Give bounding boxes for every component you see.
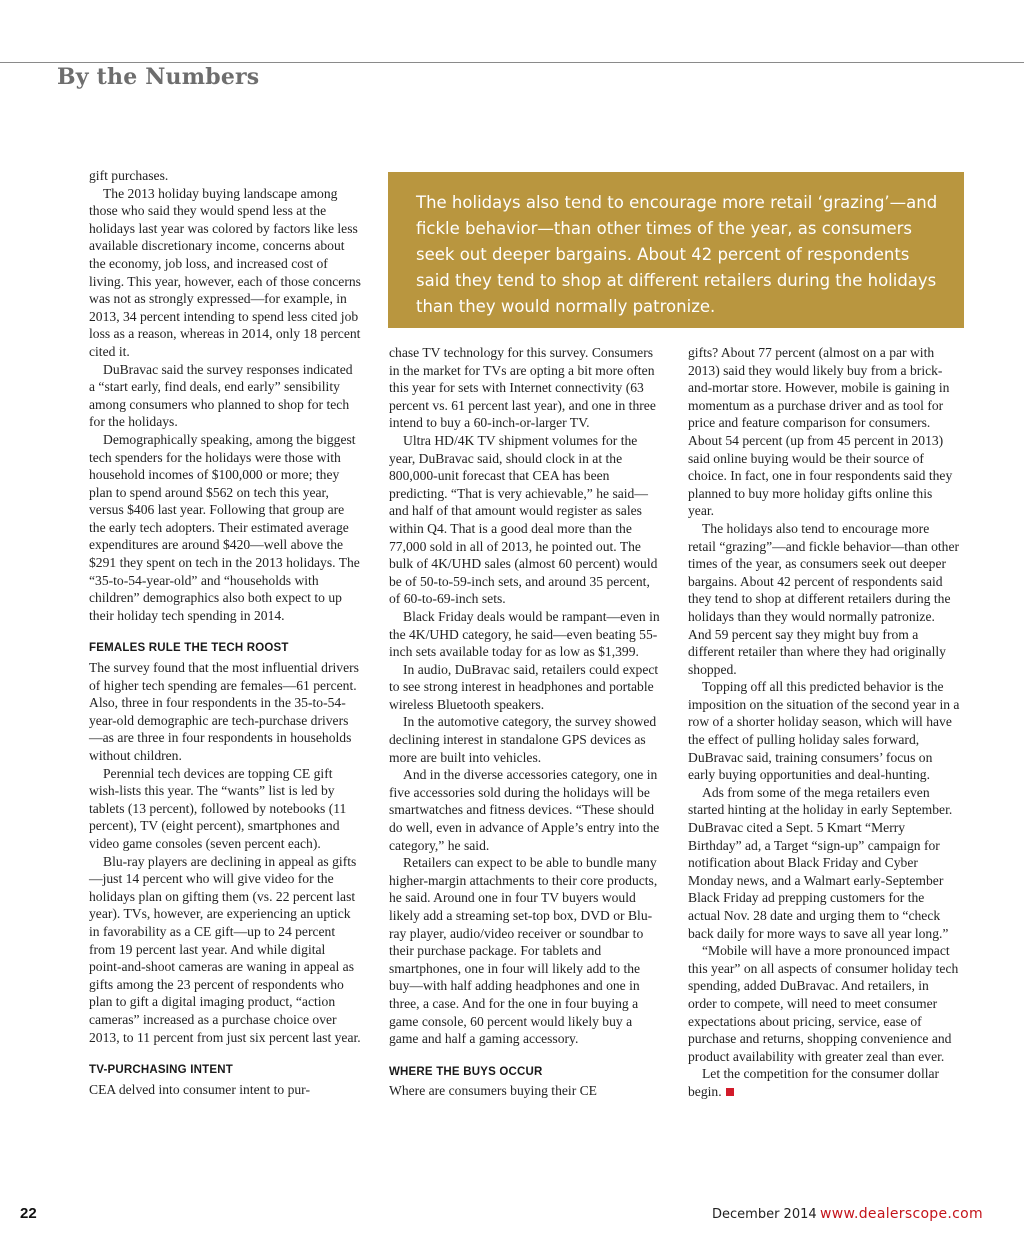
paragraph: chase TV technology for this survey. Consumers in the market for TVs are opting a bit more often this year for sets with Internet connectivity (63 percent vs. 61 percent last year), and one in three intend to buy a 60-inch-or-larger TV. (389, 345, 656, 431)
paragraph: In audio, DuBravac said, retailers could expect to see strong interest in headphones and portable wireless Bluetooth speakers. (389, 661, 659, 712)
paragraph: And in the diverse accessories category, one in five accessories sold during the holidays will be smartwatches and fitness devices. “These should do well, even in advance of Apple’s entry into the category,” he said. (389, 767, 660, 853)
paragraph: Black Friday deals would be rampant—even in the 4K/UHD category, he said—even beating 55-inch sets available today for as low as $1,399. (389, 608, 660, 660)
subheading: WHERE THE BUYS OCCUR (389, 1065, 543, 1078)
header-rule (0, 62, 1024, 63)
paragraph: Where are consumers buying their CE (389, 1083, 597, 1099)
paragraph: The survey found that the most influential drivers of higher tech spending are females—61 percent. Also, three in four respondents in the 35-to-54-year-old demographic are tech-purchase drivers—as are three in four respondents in households without children. (89, 660, 359, 763)
paragraph: CEA delved into consumer intent to pur- (89, 1081, 310, 1097)
paragraph: Ultra HD/4K TV shipment volumes for the year, DuBravac said, should clock in at the 800,000-unit forecast that CEA has been predicting. “That is very achievable,” he said—and half of that amount would register as sales within Q4. That is a good deal more than the 77,000 sold in all of 2013, he pointed out. The bulk of 4K/UHD sales (almost 60 percent) would be of 50-to-59-inch sets, and around 35 percent, of 60-to-69-inch sets. (389, 432, 658, 607)
paragraph: “Mobile will have a more pronounced impact this year” on all aspects of consumer holiday tech spending, added DuBravac. And retailers, in order to compete, will need to meet consumer expectations about pricing, service, ease of purchase and returns, shopping convenience and product availability with greater zeal than ever. (688, 943, 959, 1064)
paragraph: In the automotive category, the survey showed declining interest in standalone GPS devices as more are built into vehicles. (389, 714, 657, 765)
paragraph: Demographically speaking, among the biggest tech spenders for the holidays were those with household incomes of $100,000 or more; they plan to spend around $562 on tech this year, versus $406 last year. Following that group are the early tech adopters. Their estimated average expenditures are around $420—well above the $291 they spent on tech in the 2013 holidays. The “35-to-54-year-old” and “households with children” demographics also both expect to up their holiday tech spending in 2014. (89, 431, 360, 623)
article-column-1 (89, 167, 361, 1098)
section-title: By the Numbers (57, 64, 260, 90)
end-mark-icon (726, 1088, 734, 1096)
paragraph: Topping off all this predicted behavior is the imposition on the situation of the second year in a row of a shorter holiday season, which will have the effect of pulling holiday sales forward, DuBravac said, training consumers’ focus on early buying opportunities and deal-hunting. (688, 679, 960, 783)
paragraph: Ads from some of the mega retailers even started hinting at the holiday in early September. DuBravac cited a Sept. 5 Kmart “Merry Birthday” ad, a Target “sign-up” campaign for notification about Black Friday and Cyber Monday news, and a Walmart early-September Black Friday ad prepping customers for the actual Nov. 28 date and urging them to “check back daily for more ways to save all year long.” (688, 784, 953, 941)
paragraph-final (688, 1065, 960, 1100)
paragraph: DuBravac said the survey responses indicated a “start early, find deals, end early” sensibility among consumers who planned to shop for tech for the holidays. (89, 361, 353, 430)
subheading: FEMALES RULE THE TECH ROOST (89, 642, 289, 655)
paragraph: Perennial tech devices are topping CE gift wish-lists this year. The “wants” list is led by tablets (13 percent), followed by notebooks (11 percent), TV (eight percent), smartphones and video game consoles (seven percent each). (89, 765, 347, 851)
paragraph: The 2013 holiday buying landscape among those who said they would spend less at the holidays last year was colored by factors like less available discretionary income, concerns about the economy, job loss, and increased cost of living. This year, however, each of those concerns was not as strongly expressed—for example, in 2013, 34 percent intending to spend less cited job loss as a reason, whereas in 2014, only 18 percent cited it. (89, 185, 361, 359)
paragraph: Blu-ray players are declining in appeal as gifts—just 14 percent who will give video for the holidays plan on gifting them (vs. 22 percent last year). TVs, however, are experiencing an uptick in favorability as a CE gift—up to 24 percent from 19 percent last year. And while digital point-and-shoot cameras are waning in appeal as gifts among the 23 percent of respondents who plan to gift a digital imaging product, “action cameras” increased as a purchase choice over 2013, to 11 percent from just six percent last year. (89, 853, 361, 1045)
article-column-3 (688, 344, 960, 1101)
paragraph: gift purchases. (89, 168, 169, 183)
issue-date: December 2014 (712, 1207, 817, 1222)
paragraph: gifts? About 77 percent (almost on a par with 2013) said they would likely buy from a brick-and-mortar store. However, mobile is gaining in momentum as a purchase driver and as tool for price and feature comparison for consumers. About 54 percent (up from 45 percent in 2013) said online buying would be their source of choice. In fact, one in four respondents said they planned to buy more holiday gifts online this year. (688, 345, 953, 519)
website-link[interactable]: www.dealerscope.com (820, 1206, 983, 1222)
article-column-2 (389, 344, 661, 1100)
subheading: TV-PURCHASING INTENT (89, 1064, 233, 1077)
page-number: 22 (20, 1205, 37, 1222)
pull-quote: The holidays also tend to encourage more retail ‘grazing’—and fickle behavior—than other times of the year, as consumers seek out deeper bargains. About 42 percent of respondents said they tend to shop at different retailers during the holidays than they would normally patronize. (388, 172, 964, 328)
paragraph: Retailers can expect to be able to bundle many higher-margin attachments to their core products, he said. Around one in four TV buyers would likely add a streaming set-top box, DVD or Blu-ray player, audio/video receiver or soundbar to their purchase package. For tablets and smartphones, one in four will likely add to the buy—with half adding headphones and one in three, a case. And for the one in four buying a game console, 60 percent would likely buy a game and half a gaming accessory. (389, 855, 658, 1047)
paragraph-text: Let the competition for the consumer dollar begin. (688, 1066, 940, 1099)
paragraph: The holidays also tend to encourage more retail “grazing”—and fickle behavior—than other times of the year, as consumers seek out deeper bargains. About 42 percent of respondents said they tend to shop at different retailers during the holidays than they would normally patronize. And 59 percent say they might buy from a different retailer than where they had originally shopped. (688, 520, 959, 677)
